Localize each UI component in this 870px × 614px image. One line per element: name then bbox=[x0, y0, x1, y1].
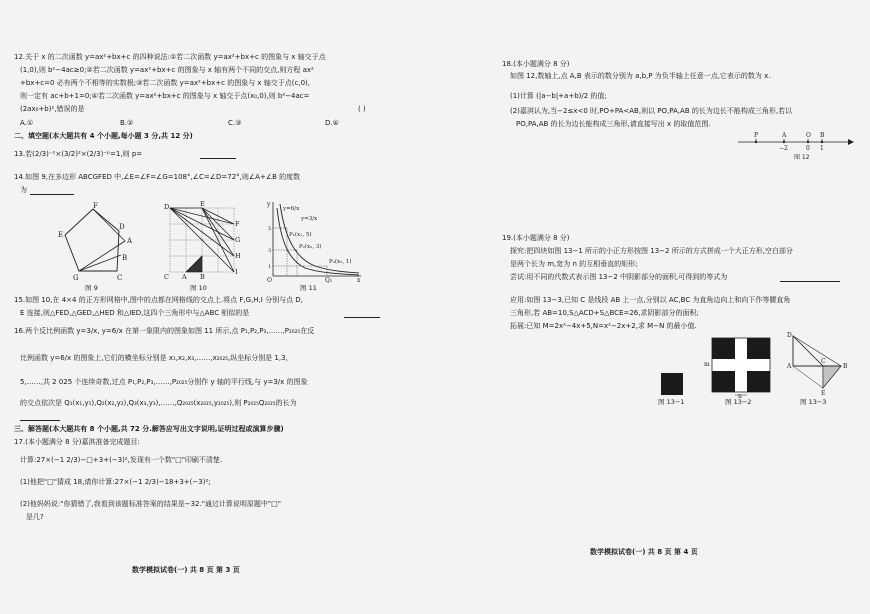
q17-part1: (1)他把"□"猜成 18,请你计算:27×(−1 2/3)−18+3+(−3)²; bbox=[20, 478, 211, 486]
q18-part2-line1: (2)嘉淇认为,当−2≤x<0 时,PO+PA<AB,则以 PO,PA,AB 的长为边长不能构成三角形,若以 bbox=[510, 107, 793, 115]
q18-part1: (1)计算 (|a−b|+a+b)/2 的值; bbox=[510, 92, 607, 100]
fig11-label-p2: P₂(x₂, 3) bbox=[299, 244, 322, 250]
q12-option-c: C.③ bbox=[228, 119, 242, 127]
fig9-label-d: D bbox=[119, 223, 125, 231]
figure-13-1-caption: 图 13−1 bbox=[658, 398, 685, 406]
fig10-label-i: I bbox=[235, 268, 238, 276]
fig10-label-h: H bbox=[235, 252, 241, 260]
q12-line2: (1,0),则 b²−4ac≥0;②若二次函数 y=ax²+bx+c 的图象与 x 轴有两个不同的交点,则方程 ax² bbox=[20, 66, 314, 74]
fig10-label-b: B bbox=[200, 273, 205, 281]
figure-11-graph bbox=[265, 198, 365, 282]
figure-12-caption: 图 12 bbox=[794, 154, 810, 161]
q19-try: 尝试:用不同的代数式表示图 13−2 中阴影部分的面积,可得到的等式为 bbox=[510, 273, 728, 281]
fig10-label-a: A bbox=[182, 273, 187, 281]
q19-answer-blank bbox=[780, 273, 840, 282]
figure-9-polygon bbox=[55, 203, 140, 283]
fig13-3-label-a: A bbox=[787, 363, 792, 370]
section-3-heading: 三、解答题(本大题共有 8 个小题,共 72 分.解答应写出文字说明,证明过程或演算步骤) bbox=[14, 425, 284, 433]
fig9-label-b: B bbox=[122, 254, 128, 262]
q12-option-b: B.② bbox=[120, 119, 134, 127]
figure-11-caption: 图 11 bbox=[300, 284, 317, 292]
q14-line2: 为 bbox=[20, 186, 27, 194]
fig11-tick-5: 5 bbox=[268, 226, 272, 232]
q18-intro: 如图 12,数轴上,点 A,B 表示的数分别为 a,b,P 为负半轴上任意一点,它表示的数为 x. bbox=[510, 72, 771, 80]
fig13-3-label-d: D bbox=[787, 332, 792, 339]
fig9-label-g: G bbox=[73, 274, 79, 282]
figure-13-2-square bbox=[698, 336, 778, 398]
fig13-3-label-b: B bbox=[843, 363, 848, 370]
fig11-curve-6x: y=6/x bbox=[283, 206, 300, 212]
q16-line2: 比例函数 y=6/x 的图象上,它们的横坐标分别是 x₁,x₂,x₃,……,x₂₀₂₅,纵坐标分别是 1,3, bbox=[20, 354, 288, 362]
q19-heading: 19.(本小题满分 8 分) bbox=[502, 234, 570, 242]
q17-calculation: 计算:27×(−1 2/3)−□+3+(−3)²,发现有一个数"□"印刷不清楚. bbox=[20, 456, 223, 464]
q12-answer-paren: ( ) bbox=[358, 105, 366, 113]
q14-line1: 14.如图 9,在多边形 ABCGFED 中,∠E=∠F=∠G=108°,∠C=∠D=72°,则∠A+∠B 的度数 bbox=[14, 173, 301, 181]
fig9-label-f: F bbox=[93, 202, 98, 210]
fig12-tick-0: 0 bbox=[806, 145, 810, 152]
fig10-label-d: D bbox=[164, 203, 170, 211]
fig12-label-b: B bbox=[820, 132, 825, 139]
q14-answer-blank bbox=[30, 186, 74, 195]
fig9-label-a: A bbox=[127, 237, 133, 245]
figure-13-3-caption: 图 13−3 bbox=[800, 398, 827, 406]
figure-9-caption: 图 9 bbox=[85, 284, 98, 292]
q15-line2: E 连接,则△FED,△GED,△HED 和△IED,这四个三角形中与△ABC 相似的是 bbox=[20, 309, 250, 317]
right-page-footer: 数学模拟试卷(一) 共 8 页 第 4 页 bbox=[590, 548, 698, 556]
fig11-tick-1: 1 bbox=[268, 264, 272, 270]
fig12-label-p: P bbox=[754, 132, 759, 139]
q19-apply-line1: 应用:如图 13−3,已知 C 是线段 AB 上一点,分别以 AC,BC 为直角边向上和向下作等腰直角 bbox=[510, 296, 791, 304]
q12-option-d: D.④ bbox=[325, 119, 339, 127]
fig12-tick-1: 1 bbox=[820, 145, 824, 152]
q16-line3: 5,……,共 2 025 个连续奇数,过点 P₁,P₂,P₃,……,P₂₀₂₅分别作 y 轴的平行线,与 y=3/x 的图象 bbox=[20, 378, 308, 386]
q12-option-a: A.① bbox=[20, 119, 34, 127]
q15-line1: 15.如图 10,在 4×4 的正方形网格中,图中的点都在网格线的交点上.将点 F,G,H,I 分别与点 D, bbox=[14, 296, 303, 304]
fig11-axis-x: x bbox=[357, 277, 361, 284]
fig9-label-c: C bbox=[117, 274, 123, 282]
fig11-label-q1: Q₁ bbox=[325, 277, 333, 284]
fig11-label-p1: P₁(x₁, 5) bbox=[289, 232, 312, 238]
q12-line4: 则一定有 ac+b+1=0;④若二次函数 y=ax²+bx+c 的图象与 x 轴交于点(x₀,0),则 b²−4ac= bbox=[20, 92, 310, 100]
q12-line1: 12.关于 x 的二次函数 y=ax²+bx+c 的四种说法:①若二次函数 y=ax²+bx+c 的图象与 x 轴交于点 bbox=[14, 53, 326, 61]
q16-line1: 16.两个反比例函数 y=3/x, y=6/x 在第一象限内的图象如图 11 所示,点 P₁,P₂,P₃,……,P₂₀₂₅在反 bbox=[14, 327, 315, 335]
q18-part2-line2: PO,PA,AB 的长为边长能构成三角形,请直接写出 x 的取值范围. bbox=[516, 120, 711, 128]
fig12-label-a: A bbox=[782, 132, 787, 139]
q17-part2-line2: 是几? bbox=[26, 513, 44, 521]
figure-12-number-line bbox=[736, 128, 856, 160]
fig12-tick-neg2: −2 bbox=[779, 145, 788, 152]
q12-line3: +bx+c=0 必有两个不相等的实数根;③若二次函数 y=ax²+bx+c 的图象与 x 轴交于点(c,0), bbox=[20, 79, 311, 87]
q19-explore-line2: 是两个长为 m,宽为 n 的互相垂直的矩形; bbox=[510, 260, 638, 268]
fig12-label-o: O bbox=[806, 132, 811, 139]
fig10-label-g: G bbox=[235, 236, 241, 244]
fig11-axis-y: y bbox=[267, 201, 271, 208]
fig11-curve-3x: y=3/x bbox=[301, 216, 318, 222]
figure-10-caption: 图 10 bbox=[190, 284, 207, 292]
fig11-origin: O bbox=[267, 277, 272, 284]
q16-line4: 的交点依次是 Q₁(x₁,y₁),Q₂(x₂,y₂),Q₃(x₃,y₃),……,Q₂₀₂₅(x₂₀₂₅,y₂₀₂₅),则 P₂₀₂₅Q₂₀₂₅的长为 bbox=[20, 399, 297, 407]
q12-line5: (2ax₀+b)²,错误的是 bbox=[20, 105, 85, 113]
q19-extend: 拓展:已知 M=2x²−4x+5,N=x²−2x+2,求 M−N 的最小值. bbox=[510, 322, 697, 330]
figure-13-2-caption: 图 13−2 bbox=[725, 398, 752, 406]
q19-explore-line1: 探究:把四块如图 13−1 所示的小正方形按图 13−2 所示的方式拼成一个大正方形,空白部分 bbox=[510, 247, 793, 255]
fig11-tick-3: 3 bbox=[268, 248, 272, 254]
fig10-label-e: E bbox=[200, 200, 205, 208]
q18-heading: 18.(本小题满分 8 分) bbox=[502, 60, 570, 68]
fig10-label-f: F bbox=[235, 220, 240, 228]
figure-13-3-triangles bbox=[785, 330, 851, 396]
fig13-2-label-n: n bbox=[738, 393, 742, 400]
right-page bbox=[440, 0, 870, 614]
q13-answer-blank bbox=[200, 150, 236, 159]
q15-answer-blank bbox=[344, 309, 380, 318]
q17-heading: 17.(本小题满分 8 分)嘉淇准备完成题目: bbox=[14, 438, 140, 446]
q16-answer-blank bbox=[20, 412, 60, 421]
fig10-label-c: C bbox=[164, 273, 169, 281]
q13-text: 13.若(2/3)⁻²×(3/2)²×(2/3)⁻ᵖ=1,则 p= bbox=[14, 150, 143, 158]
fig13-2-label-m: m bbox=[704, 361, 710, 368]
fig9-label-e: E bbox=[58, 231, 64, 239]
figure-10-grid bbox=[160, 200, 240, 280]
q19-apply-line2: 三角形,若 AB=10,S△ACD+S△BCE=26,求阴影部分的面积; bbox=[510, 309, 699, 317]
section-2-heading: 二、填空题(本大题共有 4 个小题,每小题 3 分,共 12 分) bbox=[14, 132, 193, 140]
left-page-footer: 数学模拟试卷(一) 共 8 页 第 3 页 bbox=[132, 566, 240, 574]
fig11-label-p3: P₃(x₃, 1) bbox=[329, 259, 352, 265]
fig13-3-label-c: C bbox=[821, 358, 826, 365]
q17-part2-line1: (2)他妈妈说:"你猜错了,我看到该题标准答案的结果是−32."通过计算说明原题中"□" bbox=[20, 500, 281, 508]
figure-13-1-square bbox=[660, 372, 684, 396]
fig13-3-label-e: E bbox=[821, 390, 826, 397]
